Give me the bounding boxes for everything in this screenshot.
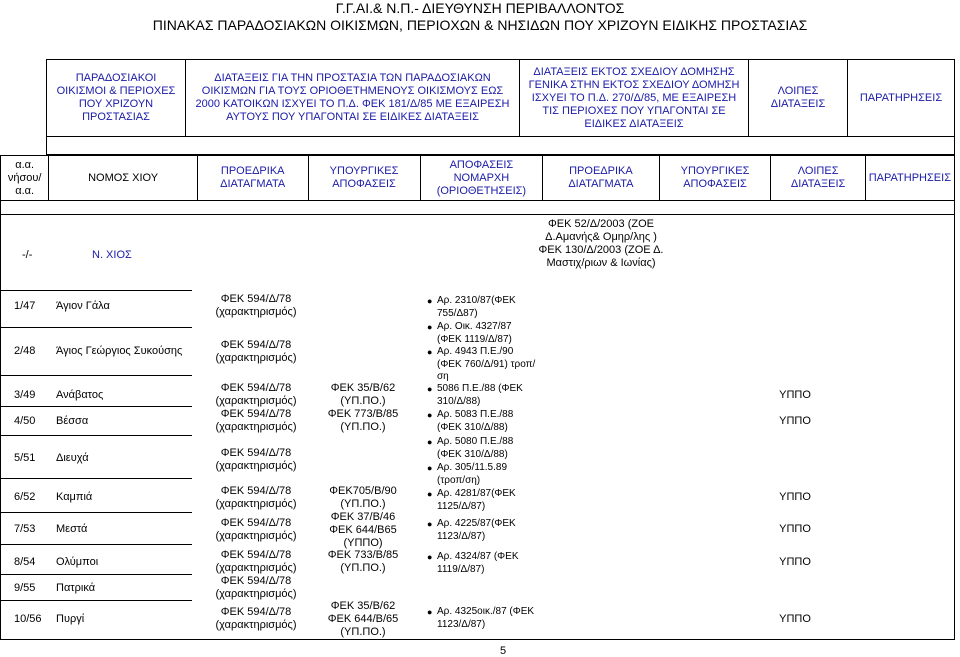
pd-entry: ΦΕΚ 594/Δ/78 (χαρακτηρισμός) [215,382,297,407]
row-divider [0,375,192,376]
decision-text: Αρ. 305/11.5.89 (τροπ/ση) [437,462,507,486]
ministerial-entry: ΦΕΚ 37/Β/46 [330,511,396,523]
col-remarks: ΠΑΡΑΤΗΡΗΣΕΙΣ [865,156,954,201]
decision-text: Αρ. 4281/87(ΦΕΚ 1125/Δ/87) [437,488,516,512]
pd-entry: ΦΕΚ 594/Δ/78 (χαρακτηρισμός) [215,339,297,364]
decision-item: ● 5086 Π.Ε./88 (ΦΕΚ 310/Δ/88) [427,383,523,407]
ministerial-entry: ΦΕΚ 35/Β/62 (ΥΠ.ΠΟ.) [330,382,396,407]
pd-entry: ΦΕΚ 594/Δ/78 (χαρακτηρισμός) [215,485,297,510]
remark-entry: ΥΠΠΟ [779,556,811,568]
header-out-of-plan-provisions: ΔΙΑΤΑΞΕΙΣ ΕΚΤΟΣ ΣΧΕΔΙΟΥ ΔΟΜΗΣΗΣ ΓΕΝΙΚΑ ΣΤΗΝ ΕΚΤΟΣ ΣΧΕΔΙΟΥ ΔΟΜΗΣΗ ΙΣΧΥΕΙ ΤΟ Π.Δ. 270/Δ/85, ΜΕ ΕΞΑΙΡΕΣΗ ΤΙΣ ΠΕΡΙΟΧΕΣ ΠΟΥ ΥΠΑΓΟΝΤΑΙ ΣΕ ΕΙΔΙΚΕΣ ΔΙΑΤΑΞΕΙΣ [520,60,749,137]
header-table-columns [0,155,955,201]
settlement-name: Μεστά [56,523,88,535]
page-title-line2: ΠΙΝΑΚΑΣ ΠΑΡΑΔΟΣΙΑΚΩΝ ΟΙΚΙΣΜΩΝ, ΠΕΡΙΟΧΩΝ & ΝΗΣΙΔΩΝ ΠΟΥ ΧΡΙΖΟΥΝ ΕΙΔΙΚΗΣ ΠΡΟΣΤΑΣΙΑΣ [152,17,808,33]
row-divider [0,574,192,575]
decision-text: Αρ. Οικ. 4327/87 (ΦΕΚ 1119/Δ/87) [437,321,512,345]
row-number: 8/54 [14,556,36,568]
decision-item: ● Αρ. 2310/87(ΦΕΚ 755/Δ87) [427,295,516,319]
pd-entry: ΦΕΚ 594/Δ/78 (χαρακτηρισμός) [215,575,297,600]
decision-text: 5086 Π.Ε./88 (ΦΕΚ 310/Δ/88) [437,383,523,407]
settlement-name: Ανάβατος [56,389,104,401]
page-title-line1: Γ.Γ.ΑΙ.& Ν.Π.- ΔΙΕΥΘΥΝΣΗ ΠΕΡΙΒΑΛΛΟΝΤΟΣ [335,0,625,16]
remark-entry: ΥΠΠΟ [779,389,811,401]
remark-entry: ΥΠΠΟ [779,491,811,503]
col-other: ΛΟΙΠΕΣ ΔΙΑΤΑΞΕΙΣ [771,156,865,201]
pd-entry: ΦΕΚ 594/Δ/78 (χαρακτηρισμός) [215,293,297,318]
row-number: 1/47 [14,300,36,312]
decision-item: ● Αρ. 305/11.5.89 (τροπ/ση) [427,462,507,486]
row-number: 9/55 [14,582,36,594]
settlement-name: Πυργί [56,613,85,625]
settlement-name: Άγιος Γεώργιος Συκούσης [56,345,183,357]
ministerial-entry: ΦΕΚ 733/Β/85 (ΥΠ.ΠΟ.) [327,549,399,574]
row-divider [0,327,192,328]
decision-text: Αρ. 4324/87 (ΦΕΚ 1119/Δ/87) [437,551,519,575]
decision-text: Αρ. 4225/87(ΦΕΚ 1123/Δ/87) [437,518,516,542]
decision-item: ● Αρ. 4281/87(ΦΕΚ 1125/Δ/87) [427,488,516,512]
header-other-provisions: ΛΟΙΠΕΣ ΔΙΑΤΑΞΕΙΣ [749,60,848,137]
page-number: 5 [500,645,507,657]
settlement-name: Ολύμποι [56,556,99,568]
ministerial-entry: ΦΕΚ 644/Β/65 (ΥΠ.ΠΟ.) [327,613,399,638]
row-number: 7/53 [14,523,36,535]
remark-entry: ΥΠΠΟ [779,523,811,535]
col-prefect: ΑΠΟΦΑΣΕΙΣ ΝΟΜΑΡΧΗ (ΟΡΙΟΘΕΤΗΣΕΙΣ) [420,156,543,201]
remark-entry: ΥΠΠΟ [779,415,811,427]
row-divider [0,512,192,513]
island-note: ΦΕΚ 52/Δ/2003 (ΖΟΕ Δ.Αμανής& Ομηρ/λης ) ΦΕΚ 130/Δ/2003 (ΖΟΕ Δ. Μαστιχ/ριων & Ιωνίας) [538,218,664,269]
row-number: 5/51 [14,452,36,464]
row-divider [0,290,192,291]
row-number: 3/49 [14,389,36,401]
header-traditional-settlements: ΠΑΡΑΔΟΣΙΑΚΟΙ ΟΙΚΙΣΜΟΙ & ΠΕΡΙΟΧΕΣ ΠΟΥ ΧΡΙΖΟΥΝ ΠΡΟΣΤΑΣΙΑΣ [47,60,186,137]
settlement-name: Πατρικά [56,582,96,594]
col-nomos: ΝΟΜΟΣ ΧΙΟΥ [49,156,198,201]
header-spacer-row [46,137,955,155]
settlement-name: Βέσσα [56,415,89,427]
row-divider [0,406,192,407]
row-number: 10/56 [14,613,42,625]
decision-item: ● Αρ. 4324/87 (ΦΕΚ 1119/Δ/87) [427,551,519,575]
settlement-name: Καμπιά [56,491,93,503]
row-divider [0,435,192,436]
remark-entry: ΥΠΠΟ [779,613,811,625]
header-table-top [46,59,955,137]
decision-text: Αρ. 4943 Π.Ε./90 (ΦΕΚ 760/Δ/91) τροπ/ση [437,346,536,382]
ministerial-entry: ΦΕΚ 773/Β/85 (ΥΠ.ΠΟ.) [327,408,399,433]
ministerial-entry: ΦΕΚ 644/Β65 (ΥΠΠΟ) [329,524,397,549]
decision-text: Αρ. 2310/87(ΦΕΚ 755/Δ87) [437,295,516,319]
pd-entry: ΦΕΚ 594/Δ/78 (χαρακτηρισμός) [215,447,297,472]
col-ministerial: ΥΠΟΥΡΓΙΚΕΣ ΑΠΟΦΑΣΕΙΣ [308,156,420,201]
col-aa: α.α. νήσου/ α.α. [1,156,49,201]
row-number: 6/52 [14,491,36,503]
decision-text: Αρ. 4325οικ./87 (ΦΕΚ 1123/Δ/87) [437,606,535,630]
decision-text: Αρ. 5080 Π.Ε./88 (ΦΕΚ 310/Δ/88) [437,436,514,460]
pd-entry: ΦΕΚ 594/Δ/78 (χαρακτηρισμός) [215,408,297,433]
column-spacer-row [0,201,955,215]
ministerial-entry: ΦΕΚ705/Β/90 (ΥΠ.ΠΟ.) [329,485,397,510]
decision-item: ● Αρ. 4943 Π.Ε./90 (ΦΕΚ 760/Δ/91) τροπ/ση [427,346,536,382]
decision-item: ● Αρ. Οικ. 4327/87 (ΦΕΚ 1119/Δ/87) [427,321,512,345]
island-number: -/- [22,249,33,261]
decision-item: ● Αρ. 5083 Π.Ε./88 (ΦΕΚ 310/Δ/88) [427,409,514,433]
col-pd: ΠΡΟΕΔΡΙΚΑ ΔΙΑΤΑΓΜΑΤΑ [197,156,308,201]
decision-item: ● Αρ. 4325οικ./87 (ΦΕΚ 1123/Δ/87) [427,606,535,630]
pd-entry: ΦΕΚ 594/Δ/78 (χαρακτηρισμός) [215,606,297,631]
decision-text: Αρ. 5083 Π.Ε./88 (ΦΕΚ 310/Δ/88) [437,409,514,433]
decision-item: ● Αρ. 5080 Π.Ε./88 (ΦΕΚ 310/Δ/88) [427,436,514,460]
decision-item: ● Αρ. 4225/87(ΦΕΚ 1123/Δ/87) [427,518,516,542]
settlement-name: Άγιον Γάλα [56,300,110,312]
row-number: 4/50 [14,415,36,427]
row-divider [0,600,192,601]
island-name: Ν. ΧΙΟΣ [92,249,132,261]
ministerial-entry: ΦΕΚ 35/Β/62 [330,600,396,612]
row-divider [0,544,192,545]
settlement-name: Διευχά [56,452,89,464]
header-protection-provisions: ΔΙΑΤΑΞΕΙΣ ΓΙΑ ΤΗΝ ΠΡΟΣΤΑΣΙΑ ΤΩΝ ΠΑΡΑΔΟΣΙΑΚΩΝ ΟΙΚΙΣΜΩΝ ΓΙΑ ΤΟΥΣ ΟΡΙΟΘΕΤΗΜΕΝΟΥΣ ΟΙΚΙΣΜΟΥΣ ΕΩΣ 2000 ΚΑΤΟΙΚΩΝ ΙΣΧΥΕΙ ΤΟ Π.Δ. ΦΕΚ 181/Δ/85 ΜΕ ΕΞΑΙΡΕΣΗ ΑΥΤΟΥΣ ΠΟΥ ΥΠΑΓΟΝΤΑΙ ΣΕ ΕΙΔΙΚΕΣ ΔΙΑΤΑΞΕΙΣ [186,60,520,137]
pd-entry: ΦΕΚ 594/Δ/78 (χαρακτηρισμός) [215,549,297,574]
header-remarks: ΠΑΡΑΤΗΡΗΣΕΙΣ [848,60,955,137]
row-divider [0,478,192,479]
pd-entry: ΦΕΚ 594/Δ/78 (χαρακτηρισμός) [215,517,297,542]
col-ministerial2: ΥΠΟΥΡΓΙΚΕΣ ΑΠΟΦΑΣΕΙΣ [659,156,771,201]
col-pd2: ΠΡΟΕΔΡΙΚΑ ΔΙΑΤΑΓΜΑΤΑ [543,156,659,201]
row-number: 2/48 [14,345,36,357]
